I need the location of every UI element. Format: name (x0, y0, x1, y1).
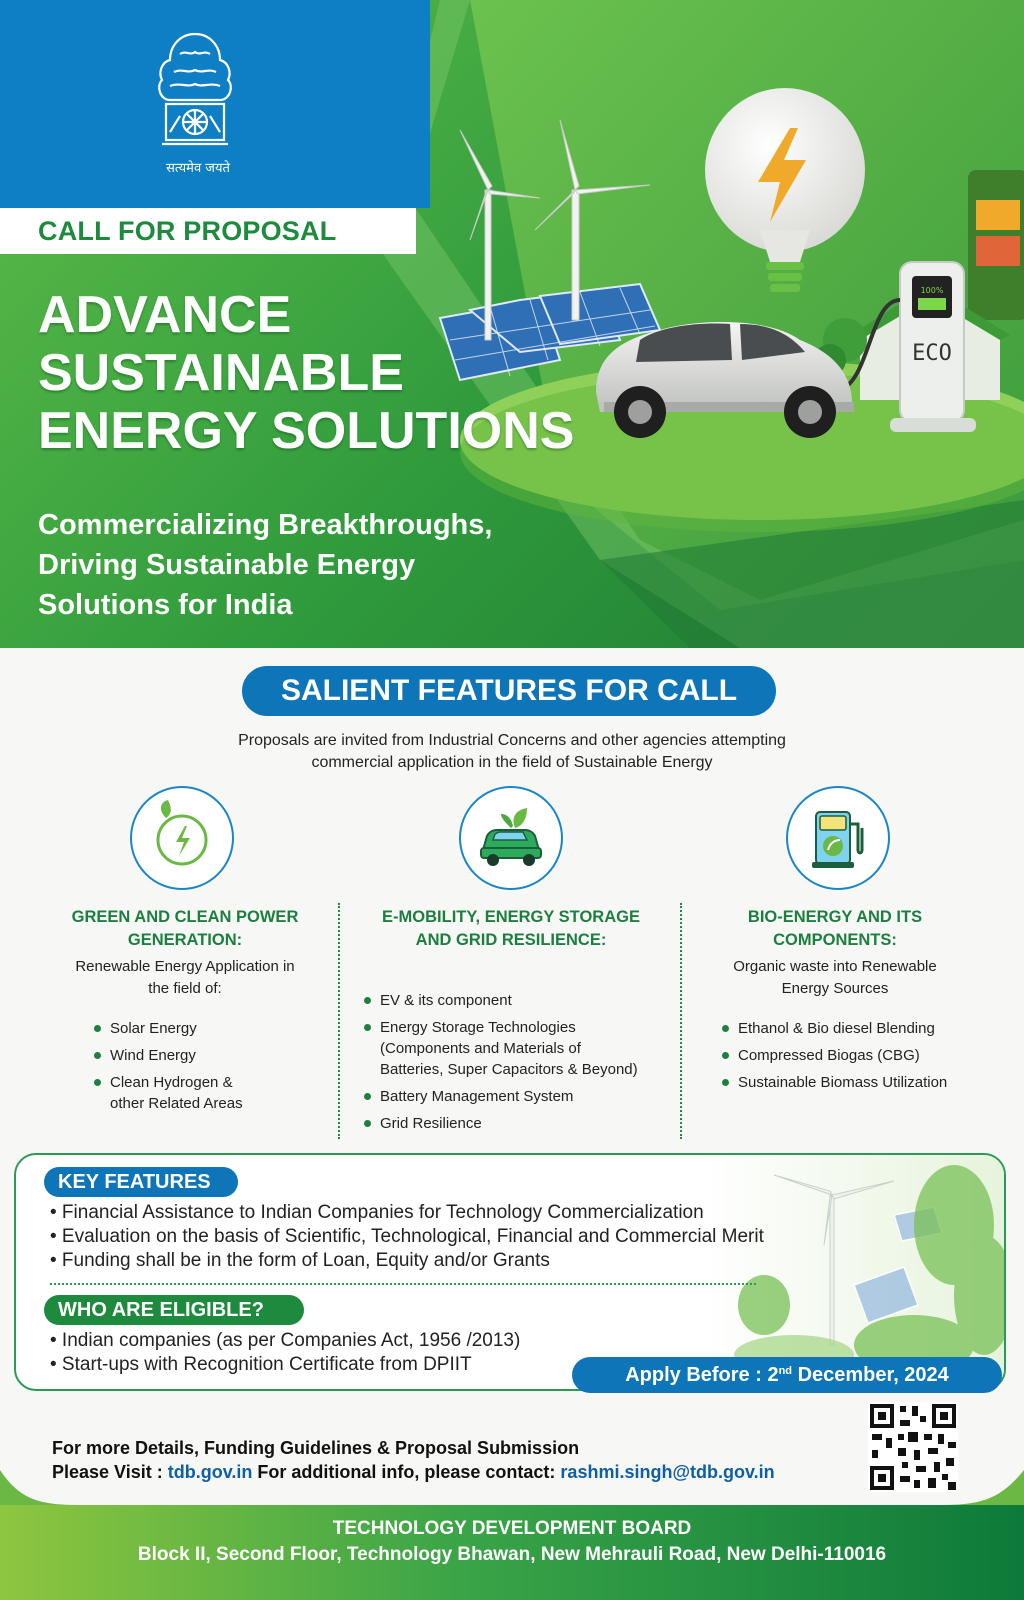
list-item: Energy Storage Technologies (Components and Materials of Batteries, Super Capacitors & Beyond) (362, 1017, 638, 1080)
green-power-icon-circle (130, 786, 234, 890)
apply-before-text: Apply Before : 2 (625, 1364, 779, 1386)
column-title-line: GENERATION: (127, 931, 243, 949)
footer-address: Block II, Second Floor, Technology Bhawan, New Mehrauli Road, New Delhi-110016 (137, 1544, 887, 1565)
column-desc-line: the field of: (148, 980, 222, 997)
apply-date-suffix: nd (778, 1365, 793, 1377)
visit-label: Please Visit : (52, 1462, 168, 1482)
wind-turbine-decoration-icon (704, 1155, 1004, 1391)
email-link[interactable]: rashmi.singh@tdb.gov.in (560, 1462, 775, 1482)
key-features-label: KEY FEATURES (44, 1167, 238, 1197)
footer-org-name: TECHNOLOGY DEVELOPMENT BOARD (332, 1518, 692, 1539)
column-desc-green-power (40, 956, 330, 1000)
list-item: Wind Energy (92, 1045, 243, 1066)
key-feature-item: • Evaluation on the basis of Scientific, Technological, Financial and Commercial Merit (50, 1226, 764, 1247)
column-desc-bio-energy (690, 956, 980, 1000)
subheadline-line: Driving Sustainable Energy (38, 549, 416, 581)
column-desc-line: Organic waste into Renewable (733, 958, 937, 975)
biofuel-pump-icon (788, 788, 888, 888)
bio-energy-list (720, 1018, 947, 1099)
column-title-bio-energy (690, 906, 980, 952)
electric-car-icon (461, 788, 561, 888)
section-divider (50, 1283, 756, 1285)
contact-mid-text: For additional info, please contact: (252, 1462, 561, 1482)
electric-car-icon-circle (459, 786, 563, 890)
subheadline-line: Solutions for India (38, 589, 293, 621)
list-item: Ethanol & Bio diesel Blending (720, 1018, 947, 1039)
green-power-list (92, 1018, 243, 1120)
headline-line: SUSTAINABLE (38, 344, 404, 402)
column-title-e-mobility (350, 906, 672, 952)
list-item: Grid Resilience (362, 1113, 638, 1134)
key-features-box (14, 1153, 1006, 1391)
biofuel-pump-icon-circle (786, 786, 890, 890)
eligibility-item: • Indian companies (as per Companies Act, 1956 /2013) (50, 1330, 521, 1351)
column-desc-line: Renewable Energy Application in (75, 958, 295, 975)
green-power-icon (132, 788, 232, 888)
headline-line: ADVANCE (38, 286, 292, 344)
contact-line: For more Details, Funding Guidelines & Proposal Submission (52, 1438, 580, 1458)
column-title-line: E-MOBILITY, ENERGY STORAGE (382, 908, 640, 926)
list-item: Clean Hydrogen & other Related Areas (92, 1072, 243, 1114)
list-item: Battery Management System (362, 1086, 638, 1107)
column-title-line: BIO-ENERGY AND ITS (747, 908, 923, 926)
list-item: Solar Energy (92, 1018, 243, 1039)
main-headline (38, 286, 638, 460)
sub-headline (38, 505, 598, 625)
e-mobility-list (362, 990, 638, 1140)
charge-level-text: 100% (920, 286, 944, 295)
column-divider (680, 903, 682, 1139)
column-title-green-power (40, 906, 330, 952)
website-link[interactable]: tdb.gov.in (167, 1462, 253, 1482)
eligibility-item: • Start-ups with Recognition Certificate from DPIIT (50, 1354, 472, 1375)
hero-banner (0, 0, 1024, 648)
key-feature-item: • Funding shall be in the form of Loan, Equity and/or Grants (50, 1250, 550, 1271)
key-feature-item: • Financial Assistance to Indian Companies for Technology Commercialization (50, 1202, 704, 1223)
subheadline-line: Commercializing Breakthroughs, (38, 509, 493, 541)
emblem-motto: सत्यमेव जयते (166, 161, 230, 176)
intro-line: commercial application in the field of Sustainable Energy (311, 754, 713, 771)
national-emblem-icon (140, 20, 250, 180)
column-title-line: AND GRID RESILIENCE: (415, 931, 607, 949)
list-item: Sustainable Biomass Utilization (720, 1072, 947, 1093)
apply-before-badge (572, 1357, 1002, 1393)
headline-line: ENERGY SOLUTIONS (38, 402, 575, 460)
list-item: EV & its component (362, 990, 638, 1011)
column-desc-line: Energy Sources (781, 980, 889, 997)
eligibility-label: WHO ARE ELIGIBLE? (44, 1295, 304, 1325)
list-item: Compressed Biogas (CBG) (720, 1045, 947, 1066)
column-divider (338, 903, 340, 1139)
eco-label-text: ECO (912, 341, 952, 366)
column-title-line: COMPONENTS: (773, 931, 897, 949)
salient-features-title: SALIENT FEATURES FOR CALL (242, 666, 776, 716)
intro-line: Proposals are invited from Industrial Concerns and other agencies attempting (238, 732, 786, 749)
column-title-line: GREEN AND CLEAN POWER (71, 908, 299, 926)
call-for-proposal-label: CALL FOR PROPOSAL (38, 216, 337, 246)
salient-intro (150, 730, 874, 774)
apply-date-text: December, 2024 (792, 1364, 949, 1386)
